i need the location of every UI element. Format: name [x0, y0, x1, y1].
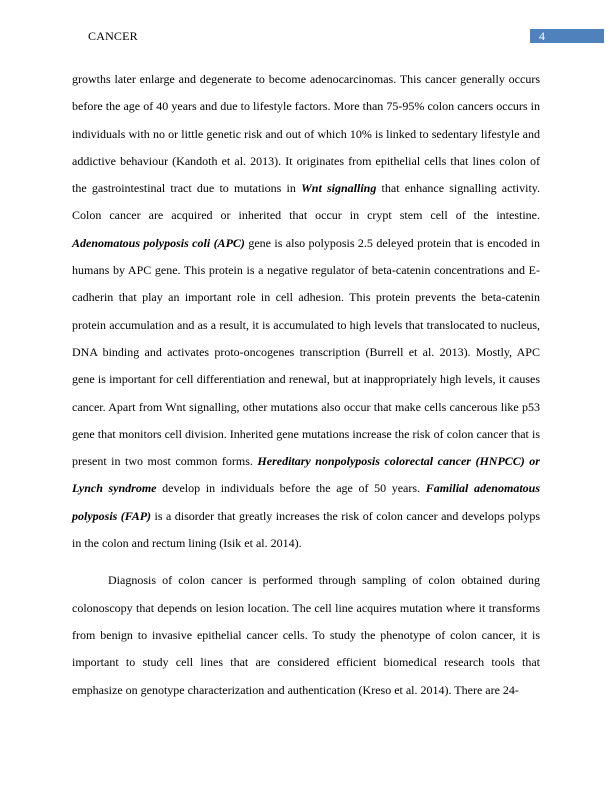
- paragraph: [72, 66, 540, 557]
- text-run: Diagnosis of colon cancer is performed through sampling of colon obtained during colonoscopy that depends on lesion location. The cell line acquires mutation where it transforms from benign to invasive epithelial cancer cells. To study the phenotype of colon cancer, it is important to study cell lines that are considered efficient biomedical research tools that emphasize on genotype characterization and authentication (Kreso et al. 2014). There are 24-: [72, 573, 540, 697]
- emphasized-term: Familial adenomatous polyposis (FAP): [72, 481, 540, 523]
- text-run: growths later enlarge and degenerate to become adenocarcinomas. This cancer generally occurs before the age of 40 years and due to lifestyle factors. More than 75-95% colon cancers occurs in individuals with no or little genetic risk and out of which 10% is linked to sedentary lifestyle and addictive behaviour (Kandoth et al. 2013). It originates from epithelial cells that lines colon of the gastrointestinal tract due to mutations in: [72, 72, 540, 196]
- paragraph: [72, 567, 540, 703]
- page-number: 4: [539, 29, 545, 43]
- text-run: is a disorder that greatly increases the risk of colon cancer and develops polyps in the colon and rectum lining (Isik et al. 2014).: [72, 508, 541, 551]
- emphasized-term: Hereditary nonpolyposis colorectal cancer (HNPCC) or Lynch syndrome: [72, 454, 540, 496]
- running-head: CANCER: [88, 29, 138, 43]
- page-number-bar: [530, 29, 604, 43]
- document-body: [72, 66, 540, 704]
- emphasized-term: Adenomatous polyposis coli (APC): [72, 235, 245, 250]
- emphasized-term: Wnt signalling: [301, 181, 377, 196]
- text-run: that enhance signalling activity. Colon cancer are acquired or inherited that occur in crypt stem cell of the intestine.: [72, 181, 541, 223]
- text-run: develop in individuals before the age of 50 years.: [156, 481, 426, 496]
- text-run: gene is also polyposis 2.5 deleyed protein that is encoded in humans by APC gene. This protein is a negative regulator of beta-catenin concentrations and E-cadherin that play an important role in cell adhesion. This protein prevents the beta-catenin protein accumulation and as a result, it is accumulated to high levels that translocated to nucleus, DNA binding and activates proto-oncogenes transcription (Burrell et al. 2013). Mostly, APC gene is important for cell differentiation and renewal, but at inappropriately high levels, it causes cancer. Apart from Wnt signalling, other mutations also occur that make cells cancerous like p53 gene that monitors cell division. Inherited gene mutations increase the risk of colon cancer that is present in two most common forms.: [72, 235, 540, 469]
